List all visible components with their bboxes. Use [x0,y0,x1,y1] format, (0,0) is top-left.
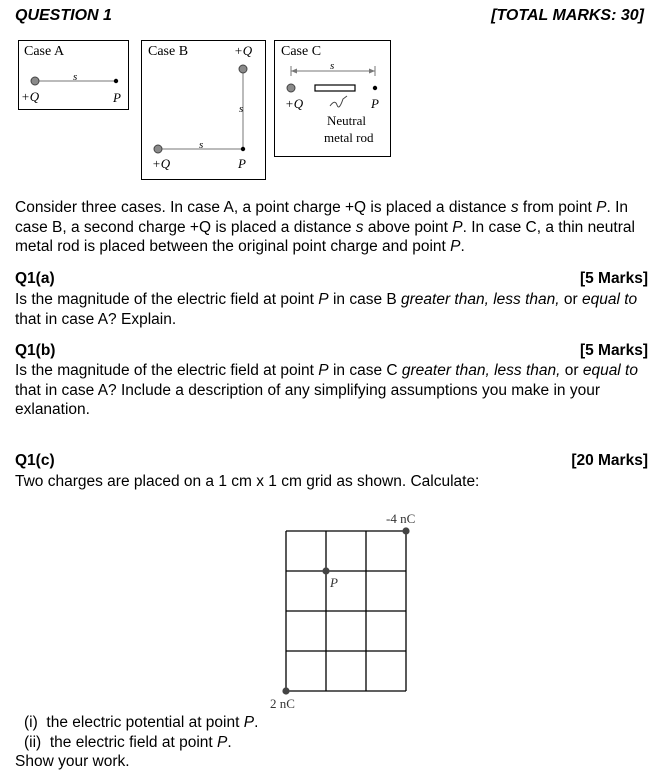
case-b-bottom-charge-label: +Q [152,156,171,171]
case-c-point-label: P [371,96,379,111]
case-c-rod-pointer [330,96,347,107]
case-b-top-charge [239,65,247,73]
case-a-distance-label: s [73,71,78,83]
case-b-figure [141,40,266,180]
case-b-point-label: P [238,156,246,171]
q1b-marks: [5 Marks] [579,342,648,359]
charge-grid-diagram [260,505,440,715]
q1c-label: Q1(c) [15,452,55,469]
case-c-metal-rod [315,85,355,91]
point-p-label: P [330,575,338,590]
case-c-point [373,86,377,90]
case-c-rod-label-line2: metal rod [324,130,374,145]
intro-paragraph: Consider three cases. In case A, a point charge +Q is placed a distance s from point P. In case B, a second charge +Q is placed a distance s above point P. In case C, a thin neutral metal rod is placed between the original point charge and point P. [15,199,635,255]
q1c-marks: [20 Marks] [571,452,648,469]
q1a-text: Is the magnitude of the electric field at point P in case B greater than, less than, or equal to that in case A? Explain. [15,291,638,328]
case-b-point [241,147,245,151]
negative-charge-dot [402,527,409,534]
q1c-item-i: (i) the electric potential at point P. [24,714,259,731]
case-c-figure [274,40,391,157]
positive-charge-label: 2 nC [270,696,295,711]
case-c-rod-label-line1: Neutral [327,113,366,128]
case-c-charge [287,84,295,92]
q1c-text: Two charges are placed on a 1 cm x 1 cm grid as shown. Calculate: [15,473,480,490]
case-c-title: Case C [281,44,322,59]
q1b-text: Is the magnitude of the electric field at point P in case C greater than, less than, or equal to that in case A? Include a description of any simplifying assumptions you make in your exlanation. [15,362,638,418]
case-b-horizontal-distance-label: s [199,139,204,151]
case-a-charge [31,77,39,85]
q1b-label: Q1(b) [15,342,56,359]
case-c-distance-label: s [330,60,335,72]
q1c-footer: Show your work. [15,753,130,770]
case-a-title: Case A [24,44,65,59]
q1a-heading [15,270,648,288]
positive-charge-dot [282,687,289,694]
q1c-item-ii: (ii) the electric field at point P. [24,734,232,751]
case-a-point-label: P [113,90,121,105]
q1c-heading [15,452,648,470]
question-title: QUESTION 1 [15,7,112,24]
case-b-bottom-charge [154,145,162,153]
case-b-vertical-distance-label: s [239,103,244,115]
negative-charge-label: -4 nC [386,511,416,526]
q1a-marks: [5 Marks] [579,270,648,287]
case-b-top-charge-label: +Q [234,43,253,58]
point-p-dot [322,567,329,574]
q1a-label: Q1(a) [15,270,55,287]
case-b-title: Case B [148,44,189,59]
case-a-figure [18,40,129,110]
case-a-charge-label: +Q [21,89,40,104]
total-marks: [TOTAL MARKS: 30] [491,7,644,24]
case-a-point [114,79,118,83]
case-c-charge-label: +Q [285,96,304,111]
q1b-heading [15,342,648,360]
